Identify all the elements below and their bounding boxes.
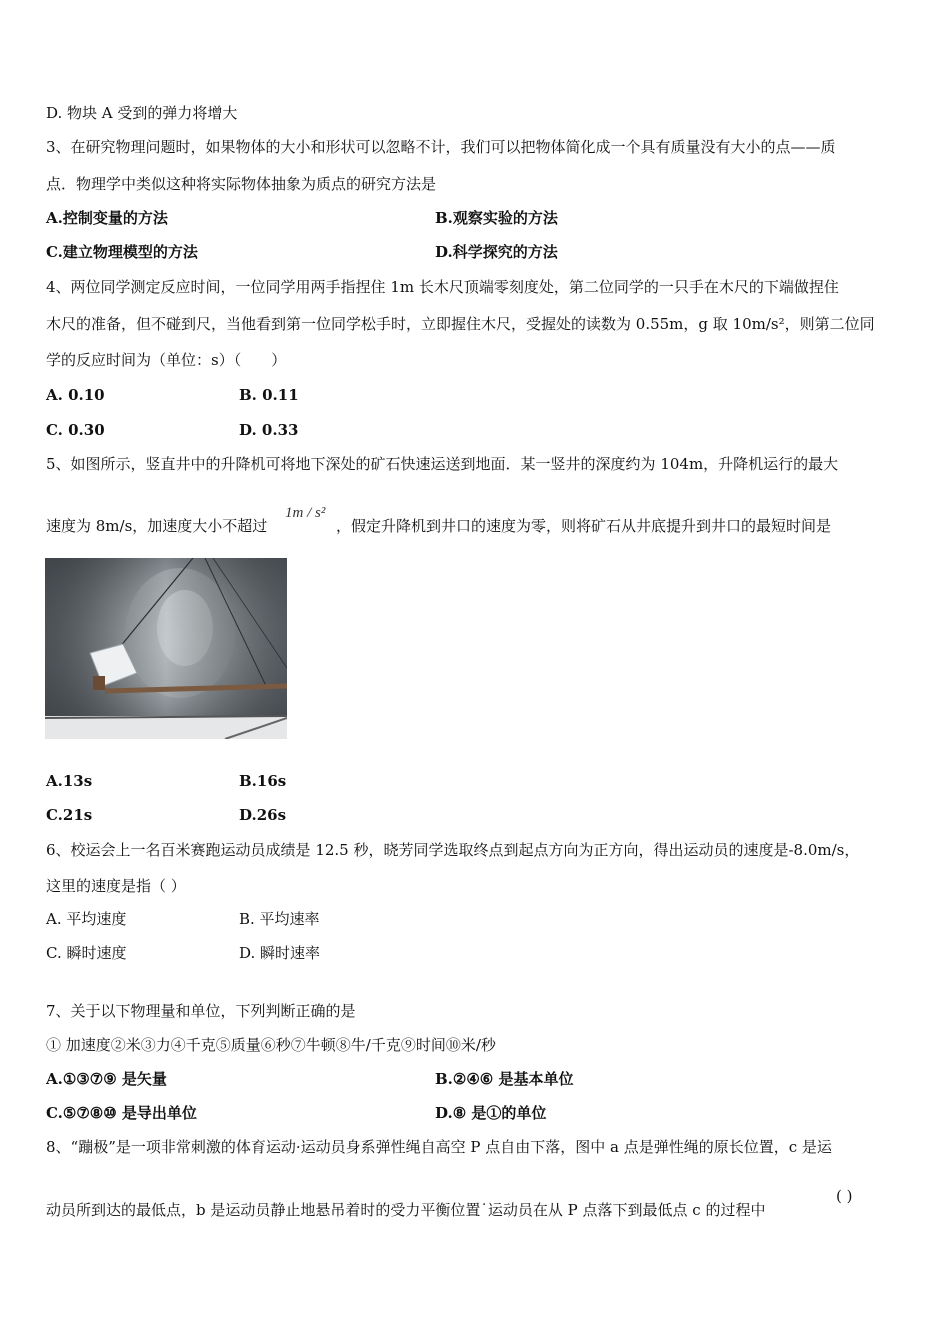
- q3-option-b: B.观察实验的方法: [435, 209, 558, 227]
- q5-option-d: D.26s: [239, 806, 287, 824]
- q6-option-c: C. 瞬时速度: [46, 944, 127, 962]
- q6-option-a: A. 平均速度: [46, 910, 127, 928]
- q8-stem-line1: 8、“蹦极”是一项非常刺激的体育运动·运动员身系弹性绳自高空 P 点自由下落，图中 a 点是弹性绳的原长位置，c 是运: [46, 1138, 832, 1156]
- q7-stem-line1: 7、关于以下物理量和单位，下列判断正确的是: [46, 1002, 356, 1020]
- q5-option-c: C.21s: [46, 806, 93, 824]
- q5-stem-line1: 5、如图所示，竖直井中的升降机可将地下深处的矿石快速运送到地面．某一竖井的深度约为 104m，升降机运行的最大: [46, 455, 839, 473]
- q4-option-d: D. 0.33: [239, 421, 299, 439]
- q4-option-c: C. 0.30: [46, 421, 105, 439]
- q5-option-a: A.13s: [46, 772, 93, 790]
- q5-acceleration-formula: 1m / s²: [285, 505, 326, 521]
- q3-stem-line2: 点．物理学中类似这种将实际物体抽象为质点的研究方法是: [46, 175, 437, 193]
- q6-option-b: B. 平均速率: [239, 910, 320, 928]
- q3-stem-line1: 3、在研究物理问题时，如果物体的大小和形状可以忽略不计，我们可以把物体简化成一个具有质量没有大小的点——质: [46, 138, 836, 156]
- q5-stem-line2a: 速度为 8m/s，加速度大小不超过: [46, 517, 268, 535]
- q4-option-b: B. 0.11: [239, 386, 299, 404]
- q4-stem-line2: 木尺的准备，但不碰到尺，当他看到第一位同学松手时，立即握住木尺，受握处的读数为 0.55m，g 取 10m/s²，则第二位同: [46, 315, 875, 333]
- q5-stem-line2b: ，假定升降机到井口的速度为零，则将矿石从井底提升到井口的最短时间是: [336, 517, 832, 535]
- mine-shaft-photo: [45, 558, 287, 739]
- q6-option-d: D. 瞬时速率: [239, 944, 321, 962]
- q3-option-d: D.科学探究的方法: [435, 243, 558, 261]
- q8-stem-line2: 动员所到达的最低点，b 是运动员静止地悬吊着时的受力平衡位置˙运动员在从 P 点落下到最低点 c 的过程中: [46, 1201, 766, 1219]
- q4-stem-line3: 学的反应时间为（单位：s）（ ）: [46, 351, 287, 369]
- q2-option-d: D. 物块 A 受到的弹力将增大: [46, 104, 238, 122]
- q8-answer-paren: ( ): [836, 1187, 853, 1205]
- q4-stem-line1: 4、两位同学测定反应时间，一位同学用两手指捏住 1m 长木尺顶端零刻度处，第二位同学的一只手在木尺的下端做捏住: [46, 278, 839, 296]
- q6-stem-line2: 这里的速度是指（ ）: [46, 877, 186, 895]
- q7-option-a: A.①③⑦⑨ 是矢量: [46, 1070, 167, 1088]
- q5-option-b: B.16s: [239, 772, 287, 790]
- q7-option-d: D.⑧ 是①的单位: [435, 1104, 547, 1122]
- q7-option-c: C.⑤⑦⑧⑩ 是导出单位: [46, 1104, 197, 1122]
- q6-stem-line1: 6、校运会上一名百米赛跑运动员成绩是 12.5 秒，晓芳同学选取终点到起点方向为正方向，得出运动员的速度是-8.0m/s，: [46, 841, 860, 859]
- q7-stem-line2: ① 加速度②米③力④千克⑤质量⑥秒⑦牛顿⑧牛/千克⑨时间⑩米/秒: [46, 1036, 496, 1054]
- q4-option-a: A. 0.10: [46, 386, 105, 404]
- q3-option-c: C.建立物理模型的方法: [46, 243, 198, 261]
- q7-option-b: B.②④⑥ 是基本单位: [435, 1070, 574, 1088]
- q3-option-a: A.控制变量的方法: [46, 209, 168, 227]
